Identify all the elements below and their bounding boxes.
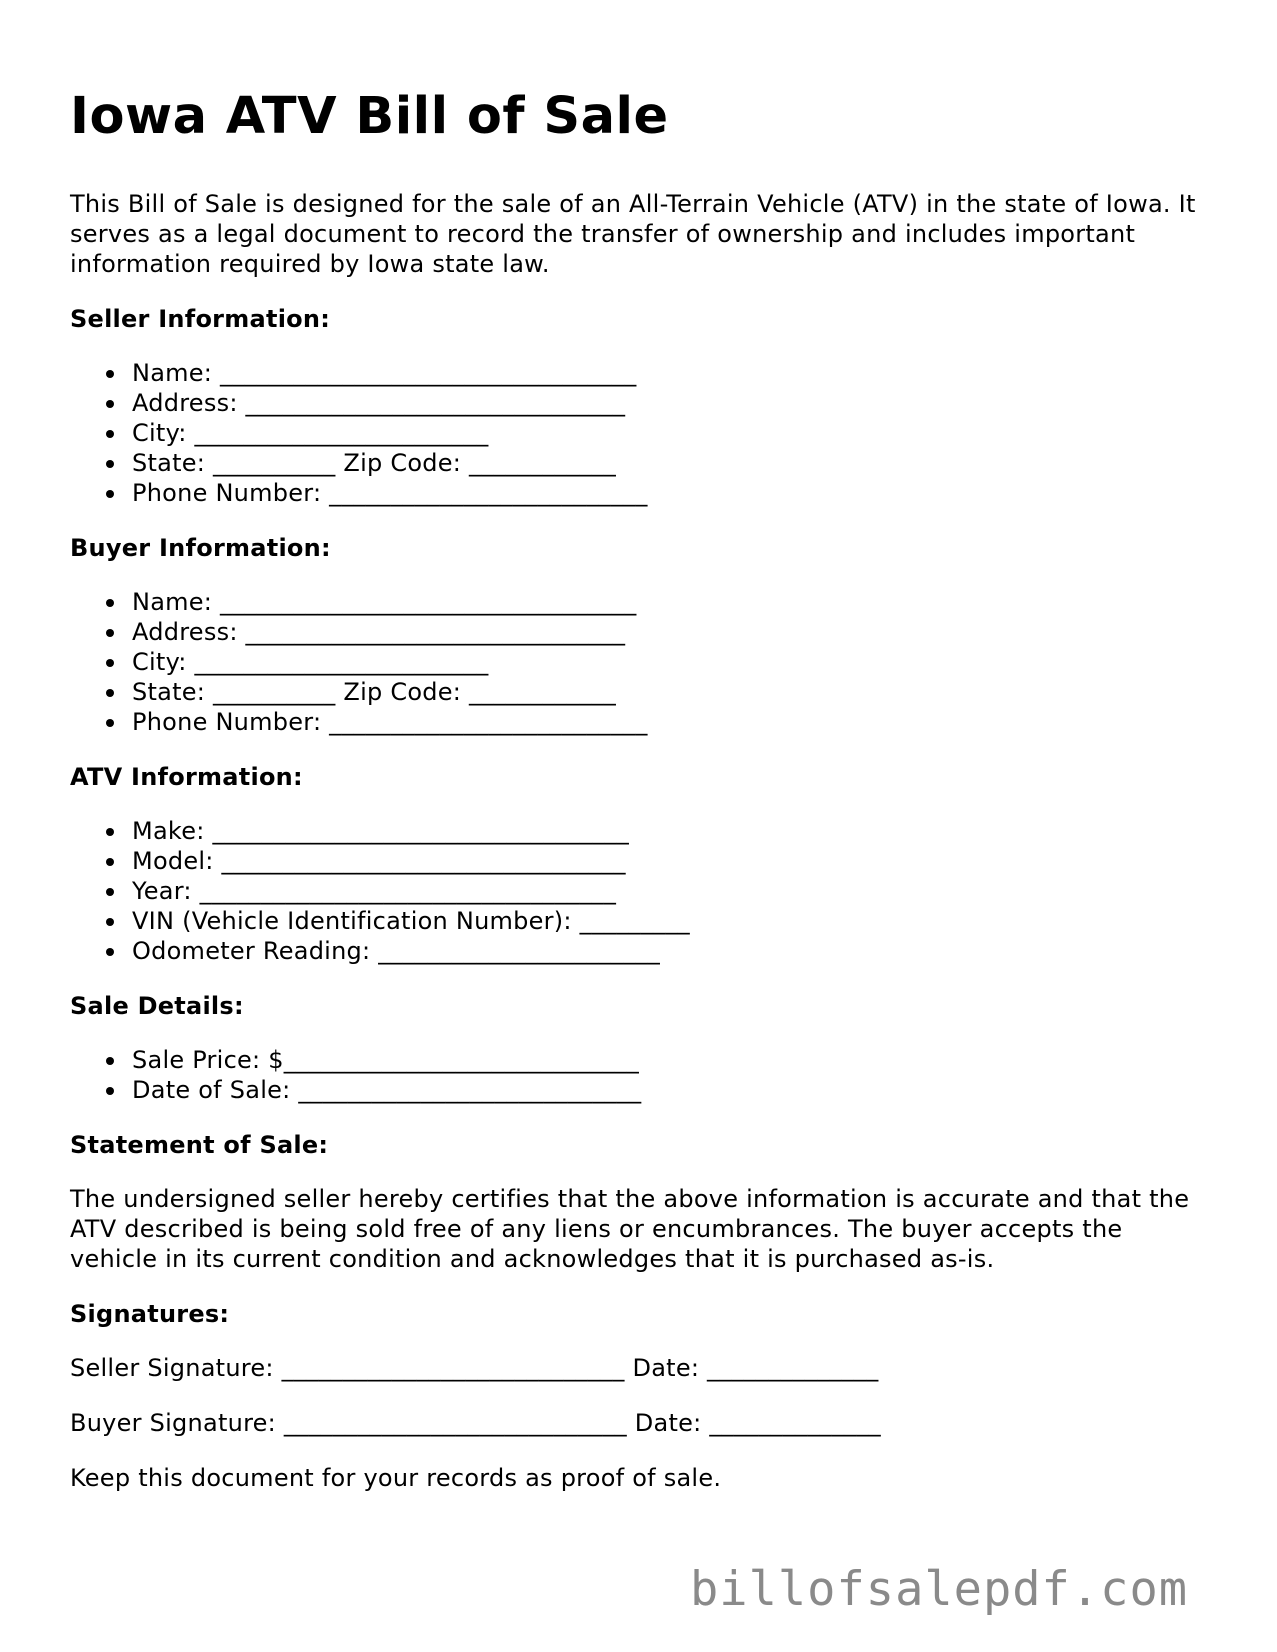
- buyer-heading: Buyer Information:: [70, 534, 331, 562]
- buyer-section: [70, 533, 1210, 737]
- sale-section: [70, 991, 1210, 1105]
- atv-heading: ATV Information:: [70, 763, 303, 791]
- seller-city-field: City: ________________________: [132, 418, 1210, 448]
- intro-paragraph: This Bill of Sale is designed for the sale of an All-Terrain Vehicle (ATV) in the state of Iowa. It serves as a legal document to record the transfer of ownership and includes important information required by Iowa state law.: [70, 190, 1196, 278]
- sale-heading: Sale Details:: [70, 992, 244, 1020]
- seller-signature-line: Seller Signature: ____________________________ Date: ______________: [70, 1354, 879, 1382]
- buyer-state-zip-field: State: __________ Zip Code: ____________: [132, 677, 1210, 707]
- atv-section: [70, 762, 1210, 966]
- seller-heading: Seller Information:: [70, 305, 331, 333]
- bill-of-sale-document: [70, 82, 1210, 1493]
- atv-odometer-field: Odometer Reading: _______________________: [132, 936, 1210, 966]
- buyer-field-list: [70, 587, 1210, 737]
- seller-section: [70, 304, 1210, 508]
- sale-date-field: Date of Sale: ____________________________: [132, 1075, 1210, 1105]
- sale-field-list: [70, 1045, 1210, 1105]
- sale-price-field: Sale Price: $_____________________________: [132, 1045, 1210, 1075]
- buyer-signature-line: Buyer Signature: ____________________________ Date: ______________: [70, 1409, 881, 1437]
- atv-year-field: Year: __________________________________: [132, 876, 1210, 906]
- statement-section: [70, 1130, 1210, 1274]
- buyer-name-field: Name: __________________________________: [132, 587, 1210, 617]
- records-note: Keep this document for your records as proof of sale.: [70, 1464, 722, 1492]
- atv-make-field: Make: __________________________________: [132, 816, 1210, 846]
- signatures-heading: Signatures:: [70, 1300, 230, 1328]
- buyer-address-field: Address: _______________________________: [132, 617, 1210, 647]
- watermark: billofsalepdf.com: [690, 1562, 1189, 1617]
- seller-name-field: Name: __________________________________: [132, 358, 1210, 388]
- buyer-phone-field: Phone Number: __________________________: [132, 707, 1210, 737]
- statement-heading: Statement of Sale:: [70, 1131, 329, 1159]
- seller-phone-field: Phone Number: __________________________: [132, 478, 1210, 508]
- atv-field-list: [70, 816, 1210, 966]
- atv-model-field: Model: _________________________________: [132, 846, 1210, 876]
- seller-field-list: [70, 358, 1210, 508]
- buyer-city-field: City: ________________________: [132, 647, 1210, 677]
- atv-vin-field: VIN (Vehicle Identification Number): _________: [132, 906, 1210, 936]
- seller-state-zip-field: State: __________ Zip Code: ____________: [132, 448, 1210, 478]
- seller-address-field: Address: _______________________________: [132, 388, 1210, 418]
- document-title: Iowa ATV Bill of Sale: [70, 87, 669, 146]
- signatures-section: [70, 1299, 1210, 1438]
- statement-text: The undersigned seller hereby certifies that the above information is accurate and that the ATV described is being sold free of any liens or encumbrances. The buyer accepts the vehicle in its current condition and acknowledges that it is purchased as-is.: [70, 1185, 1190, 1273]
